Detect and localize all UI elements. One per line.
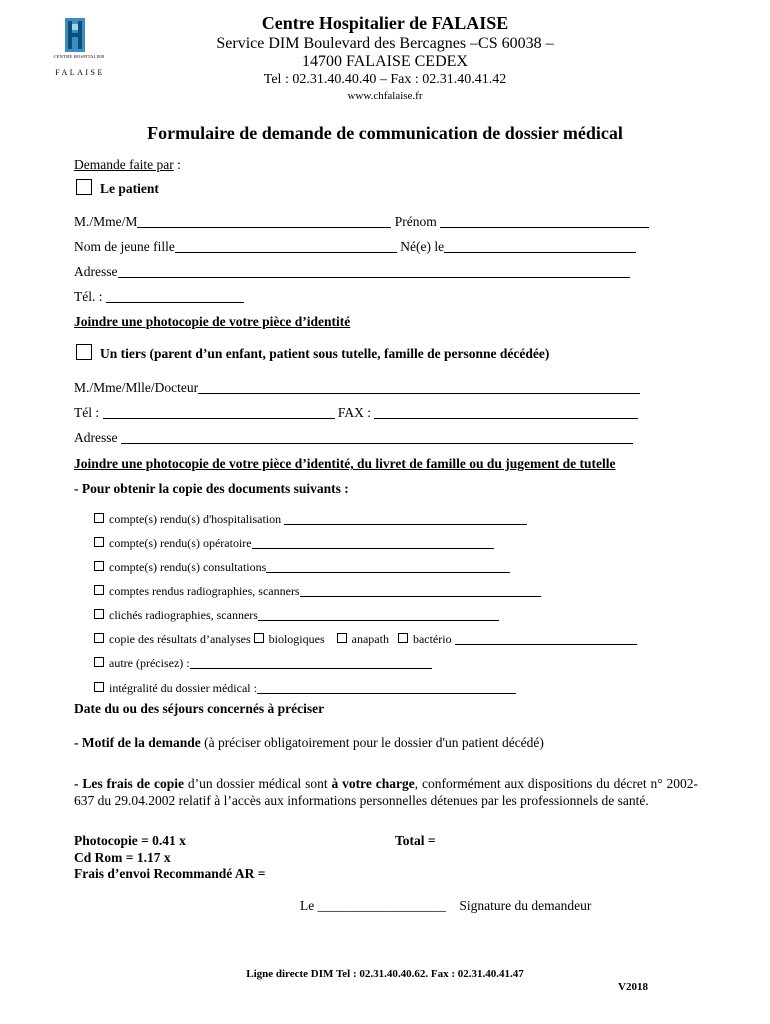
doc-field-analyses[interactable] <box>455 632 637 645</box>
doc-item-operatoire[interactable] <box>94 536 494 551</box>
hospital-logo <box>48 18 110 80</box>
doc-checkbox[interactable] <box>94 585 104 595</box>
doc-label-bacterio: bactério <box>412 632 452 646</box>
doc-checkbox[interactable] <box>94 561 104 571</box>
signature-label: Signature du demandeur <box>459 898 592 913</box>
cost-photocopy: Photocopie = 0.41 x <box>74 833 186 848</box>
doc-field-consultations[interactable] <box>266 560 510 573</box>
doc-checkbox[interactable] <box>94 513 104 523</box>
third-party-phone-field[interactable] <box>103 406 335 419</box>
third-party-checkbox[interactable] <box>76 344 92 360</box>
third-party-address-label: Adresse <box>74 430 118 445</box>
third-party-attach-note: Joindre une photocopie de votre pièce d’identité, du livret de famille ou du jugement de tutelle <box>74 456 616 471</box>
doc-checkbox[interactable] <box>94 657 104 667</box>
doc-label-integralite: intégralité du dossier médical : <box>109 681 257 695</box>
requester-label: Demande faite par <box>74 157 174 172</box>
patient-checkbox[interactable] <box>76 179 92 195</box>
doc-checkbox[interactable] <box>94 682 104 692</box>
doc-checkbox[interactable] <box>94 609 104 619</box>
signature-date-field[interactable]: ___________________ <box>317 898 446 913</box>
patient-maiden-field[interactable] <box>175 240 397 253</box>
doc-field-integralite[interactable] <box>257 681 516 694</box>
address-line-2: 14700 FALAISE CEDEX <box>302 53 468 70</box>
doc-field-operatoire[interactable] <box>252 536 494 549</box>
analyses-anapath-checkbox[interactable] <box>337 633 347 643</box>
requester-heading <box>74 157 181 173</box>
cost-shipping: Frais d’envoi Recommandé AR = <box>74 866 266 881</box>
patient-address-label: Adresse <box>74 264 118 279</box>
fees-text-1: d’un dossier médical sont <box>183 776 332 791</box>
doc-label-radio-images: clichés radiographies, scanners <box>109 608 258 622</box>
doc-item-hospitalisation[interactable] <box>94 512 527 527</box>
third-party-fax-field[interactable] <box>374 406 638 419</box>
doc-item-integralite[interactable] <box>94 681 516 696</box>
doc-label-operatoire: compte(s) rendu(s) opératoire <box>109 536 252 550</box>
cost-cdrom: Cd Rom = 1.17 x <box>74 850 171 865</box>
doc-label-biologiques: biologiques <box>268 632 325 646</box>
logo-city-text: FALAISE <box>55 68 105 77</box>
doc-item-radio-images[interactable] <box>94 608 499 623</box>
third-party-fax-label: FAX : <box>337 405 372 420</box>
third-party-phone-label: Tél : <box>74 405 100 420</box>
stays-heading: Date du ou des séjours concernés à préciser <box>74 701 325 716</box>
doc-label-autre: autre (précisez) : <box>109 656 190 670</box>
address-line-1: Service DIM Boulevard des Bercagnes –CS 60038 – <box>216 35 554 52</box>
patient-checkbox-label: Le patient <box>100 181 159 196</box>
third-party-option[interactable] <box>76 344 549 362</box>
doc-label-anapath: anapath <box>351 632 389 646</box>
patient-phone-row <box>74 289 244 305</box>
patient-phone-field[interactable] <box>106 290 244 303</box>
org-name: Centre Hospitalier de FALAISE <box>261 13 509 33</box>
doc-label-consultations: compte(s) rendu(s) consultations <box>109 560 267 574</box>
signature-date-label: Le <box>300 898 315 913</box>
patient-address-field[interactable] <box>118 265 630 278</box>
doc-field-hospitalisation[interactable] <box>284 512 527 525</box>
fees-text-2: , conformément aux dispositions du décret n° 2002-637 du 29.04.2002 relatif à l’accès aux informations personnelles détenues par les professionnels de santé. <box>74 776 698 808</box>
footer-contact: Ligne directe DIM Tel : 02.31.40.40.62. Fax : 02.31.40.41.47 <box>246 968 524 980</box>
logo-small-text: CENTRE HOSPITALIER <box>53 54 105 59</box>
analyses-bacterio-checkbox[interactable] <box>398 633 408 643</box>
third-party-checkbox-label: Un tiers (parent d’un enfant, patient sous tutelle, famille de personne décédée) <box>100 346 550 361</box>
third-party-phone-row <box>74 405 638 421</box>
doc-field-radio-reports[interactable] <box>300 584 541 597</box>
form-title: Formulaire de demande de communication de dossier médical <box>147 123 623 143</box>
website: www.chfalaise.fr <box>347 90 423 102</box>
doc-field-autre[interactable] <box>190 656 432 669</box>
analyses-bio-checkbox[interactable] <box>254 633 264 643</box>
doc-label-radio-reports: comptes rendus radiographies, scanners <box>109 584 300 598</box>
patient-name-field[interactable] <box>137 215 391 228</box>
patient-phone-label: Tél. : <box>74 289 103 304</box>
phone-line: Tel : 02.31.40.40.40 – Fax : 02.31.40.41.42 <box>263 72 507 87</box>
patient-firstname-field[interactable] <box>440 215 649 228</box>
fees-bold-1: - Les frais de copie <box>74 776 184 791</box>
patient-born-label: Né(e) le <box>400 239 445 254</box>
patient-address-row <box>74 264 630 280</box>
patient-attach-note: Joindre une photocopie de votre pièce d’identité <box>74 314 351 329</box>
doc-label-hospitalisation: compte(s) rendu(s) d'hospitalisation <box>109 512 282 526</box>
motif-note: (à préciser obligatoirement pour le dossier d'un patient décédé) <box>200 735 544 750</box>
signature-row <box>300 898 591 914</box>
logo-mark-icon <box>65 18 85 52</box>
version-label: V2018 <box>618 981 648 993</box>
patient-option[interactable] <box>76 179 159 197</box>
patient-firstname-label: Prénom <box>394 214 437 229</box>
fees-bold-2: à votre charge <box>331 776 415 791</box>
doc-field-radio-images[interactable] <box>258 608 499 621</box>
third-party-name-field[interactable] <box>198 381 640 394</box>
patient-born-field[interactable] <box>444 240 636 253</box>
doc-checkbox[interactable] <box>94 537 104 547</box>
third-party-address-field[interactable] <box>121 431 633 444</box>
third-party-name-row <box>74 380 640 396</box>
doc-item-radio-reports[interactable] <box>94 584 541 599</box>
cost-total: Total = <box>395 833 436 848</box>
requester-colon: : <box>173 157 181 172</box>
fees-paragraph <box>74 776 698 809</box>
third-party-name-label: M./Mme/Mlle/Docteur <box>74 380 199 395</box>
patient-name-row <box>74 214 649 230</box>
patient-maiden-label: Nom de jeune fille <box>74 239 175 254</box>
doc-label-analyses: copie des résultats d’analyses <box>109 632 251 646</box>
doc-checkbox[interactable] <box>94 633 104 643</box>
documents-heading: - Pour obtenir la copie des documents suivants : <box>74 481 349 496</box>
patient-maiden-row <box>74 239 636 255</box>
doc-item-analyses[interactable] <box>94 632 637 647</box>
doc-item-consultations[interactable] <box>94 560 510 575</box>
third-party-address-row <box>74 430 633 446</box>
motif-label: - Motif de la demande <box>74 735 201 750</box>
patient-name-label: M./Mme/M <box>74 214 138 229</box>
motif-row <box>74 735 544 751</box>
doc-item-autre[interactable] <box>94 656 432 671</box>
